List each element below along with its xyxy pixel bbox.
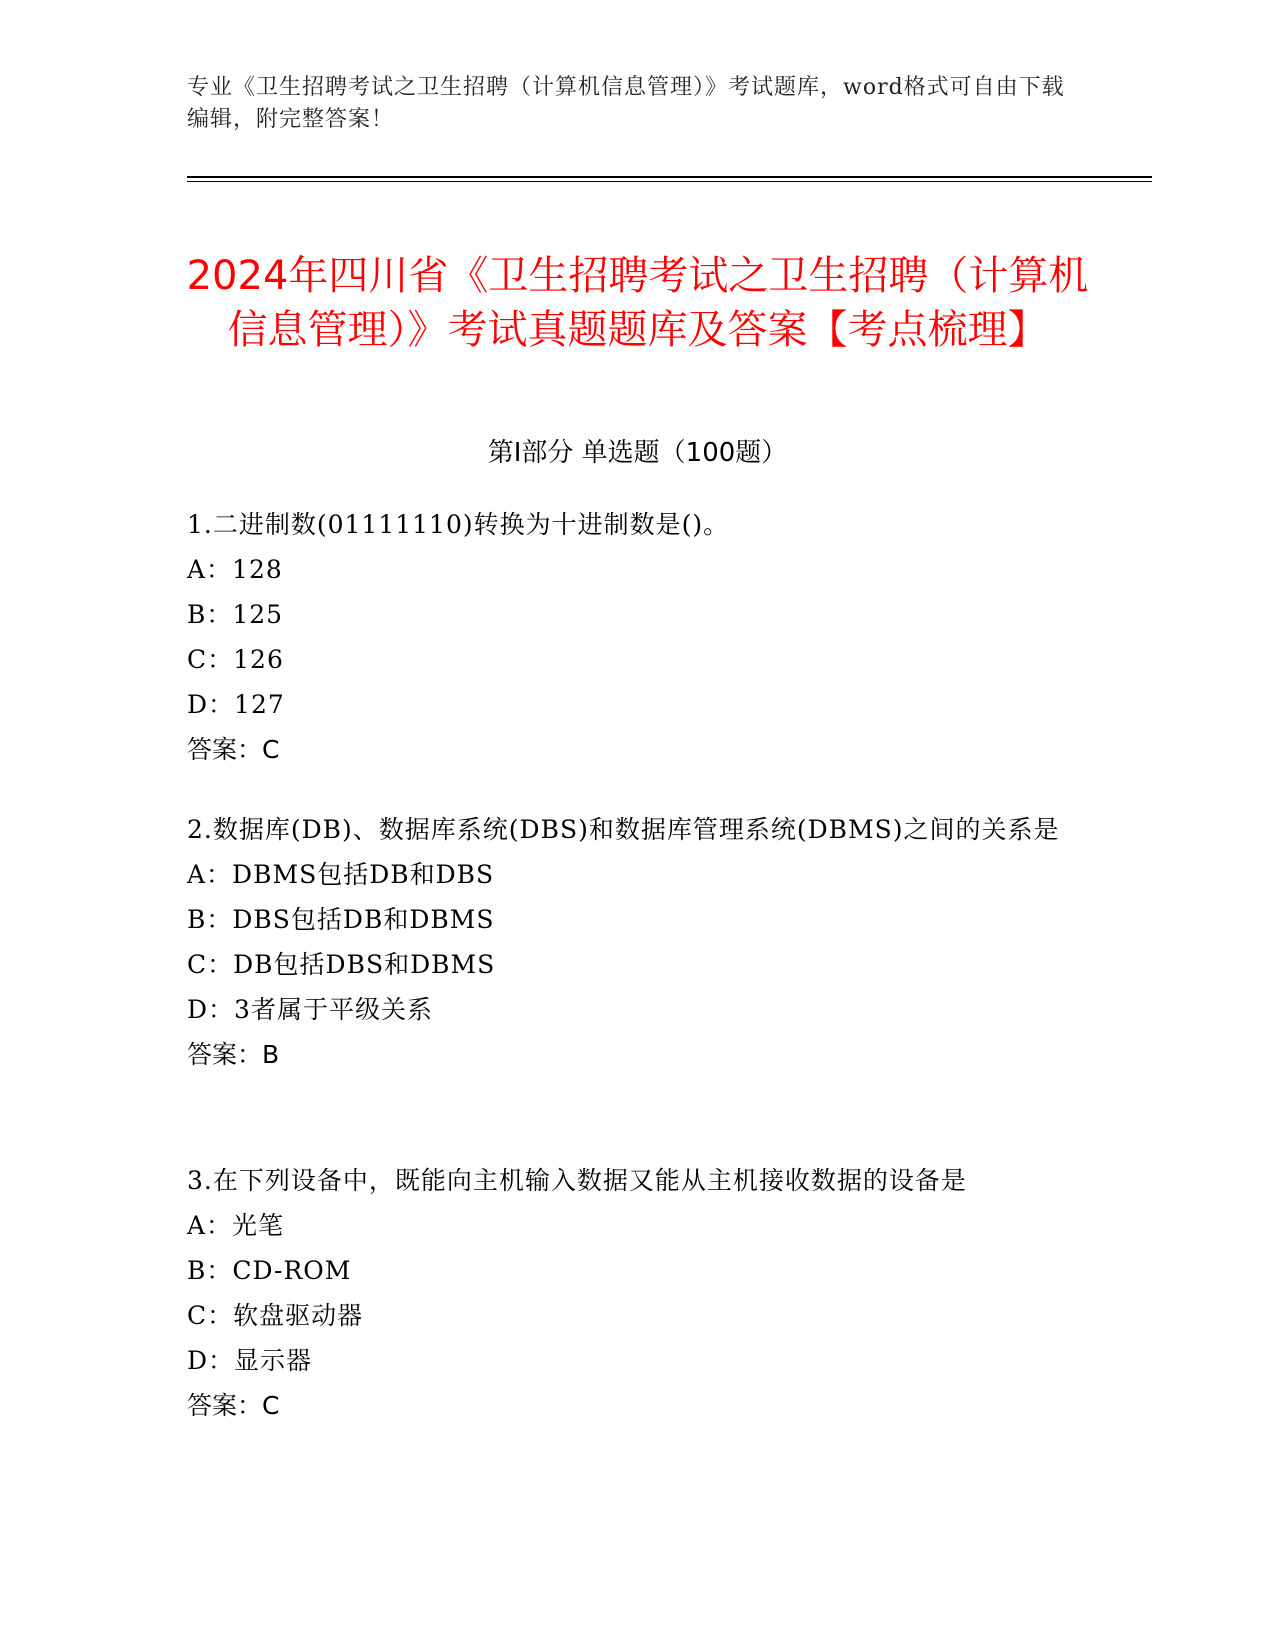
header-note: 专业《卫生招聘考试之卫生招聘（计算机信息管理）》考试题库，word格式可自由下载编辑，附完整答案！ — [187, 75, 1065, 132]
question-stem: 2.数据库(DB)、数据库系统(DBS)和数据库管理系统(DBMS)之间的关系是 — [187, 815, 1060, 844]
option-a: A：DBMS包括DB和DBS — [187, 860, 495, 889]
option-a: A：128 — [187, 555, 283, 584]
document-title: 2024年四川省《卫生招聘考试之卫生招聘（计算机信息管理）》考试真题题库及答案【考点梳理】 — [186, 252, 1089, 353]
option-d: D：127 — [187, 690, 285, 719]
header-rule-thin — [187, 181, 1152, 182]
question-1 — [187, 502, 1087, 772]
answer: 答案：C — [187, 1391, 280, 1420]
option-a: A：光笔 — [187, 1211, 285, 1240]
option-b: B：CD-ROM — [187, 1256, 352, 1285]
question-stem: 3.在下列设备中，既能向主机输入数据又能从主机接收数据的设备是 — [187, 1166, 967, 1195]
header-rule-thick — [187, 176, 1152, 178]
question-stem: 1.二进制数(01111110)转换为十进制数是()。 — [187, 510, 730, 539]
answer: 答案：B — [187, 1040, 280, 1069]
section-heading: 第I部分 单选题（100题） — [487, 438, 788, 468]
question-3 — [187, 1158, 1087, 1428]
option-d: D：3者属于平级关系 — [187, 995, 433, 1024]
answer: 答案：C — [187, 735, 280, 764]
option-b: B：DBS包括DB和DBMS — [187, 905, 495, 934]
option-b: B：125 — [187, 600, 284, 629]
option-d: D：显示器 — [187, 1346, 313, 1375]
option-c: C：软盘驱动器 — [187, 1301, 364, 1330]
option-c: C：126 — [187, 645, 284, 674]
question-2 — [187, 807, 1087, 1077]
option-c: C：DB包括DBS和DBMS — [187, 950, 496, 979]
